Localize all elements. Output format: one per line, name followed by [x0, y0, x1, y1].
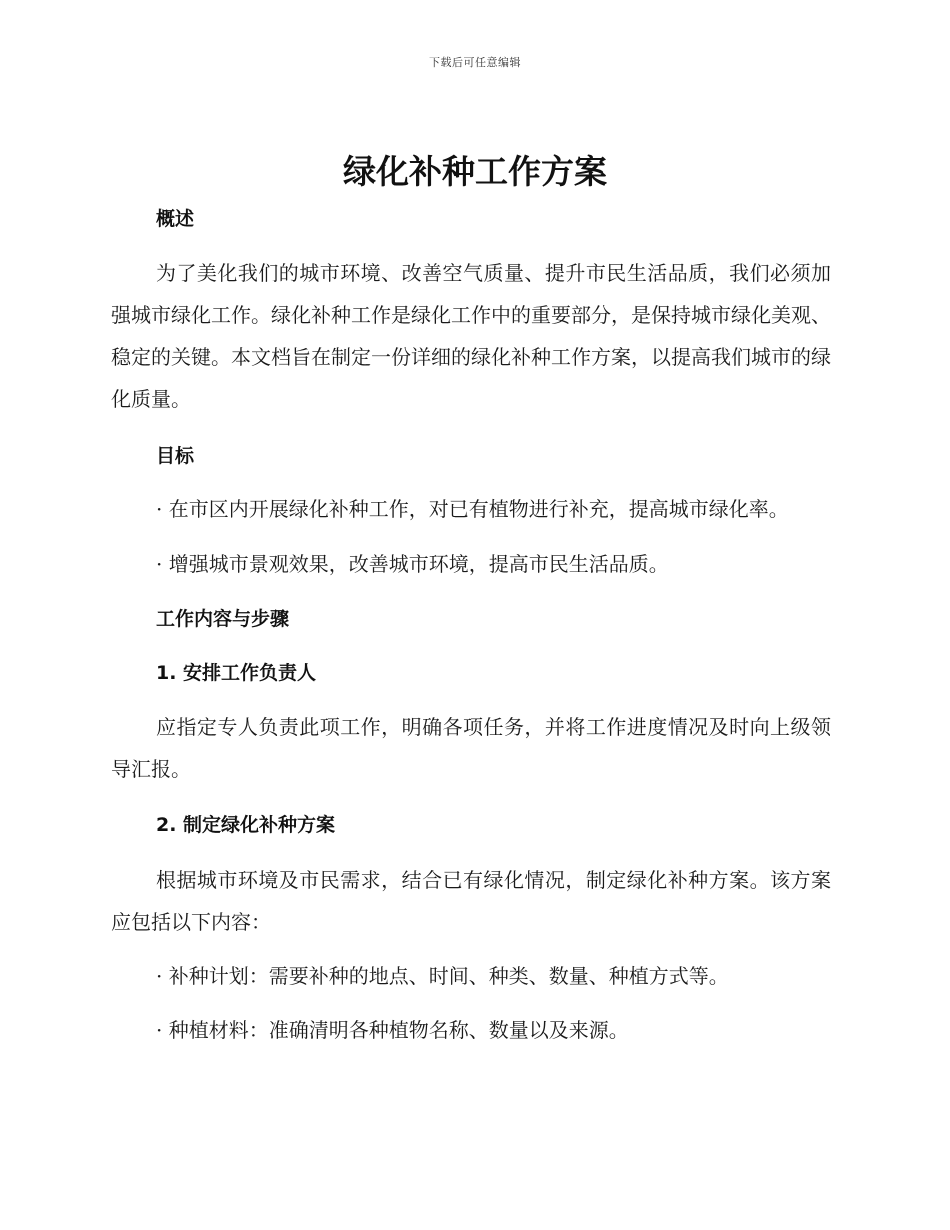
document-title: 绿化补种工作方案 [343, 152, 607, 191]
goal-list-item: · 增强城市景观效果，改善城市环境，提高市民生活品质。 [156, 552, 669, 576]
step-1-paragraph: 应指定专人负责此项工作，明确各项任务，并将工作进度情况及时向上级领导汇报。 [111, 715, 831, 781]
overview-paragraph: 为了美化我们的城市环境、改善空气质量、提升市民生活品质，我们必须加强城市绿化工作。绿化补种工作是绿化工作中的重要部分，是保持城市绿化美观、稳定的关键。本文档旨在制定一份详细的绿化补种工作方案，以提高我们城市的绿化质量。 [111, 261, 831, 411]
step-heading-1: 1. 安排工作负责人 [156, 662, 317, 684]
step-2-paragraph: 根据城市环境及市民需求，结合已有绿化情况，制定绿化补种方案。该方案应包括以下内容： [111, 868, 831, 934]
goal-list-item: · 在市区内开展绿化补种工作，对已有植物进行补充，提高城市绿化率。 [156, 497, 789, 521]
section-heading-overview: 概述 [156, 208, 195, 230]
section-heading-work: 工作内容与步骤 [156, 608, 290, 630]
step-heading-2: 2. 制定绿化补种方案 [156, 814, 336, 836]
document-body [111, 202, 831, 1051]
plan-list-item: · 补种计划：需要补种的地点、时间、种类、数量、种植方式等。 [156, 964, 729, 988]
section-heading-goals: 目标 [156, 445, 195, 467]
plan-list-item: · 种植材料：准确清明各种植物名称、数量以及来源。 [156, 1018, 629, 1042]
page-header: 下载后可任意编辑 [429, 56, 521, 69]
